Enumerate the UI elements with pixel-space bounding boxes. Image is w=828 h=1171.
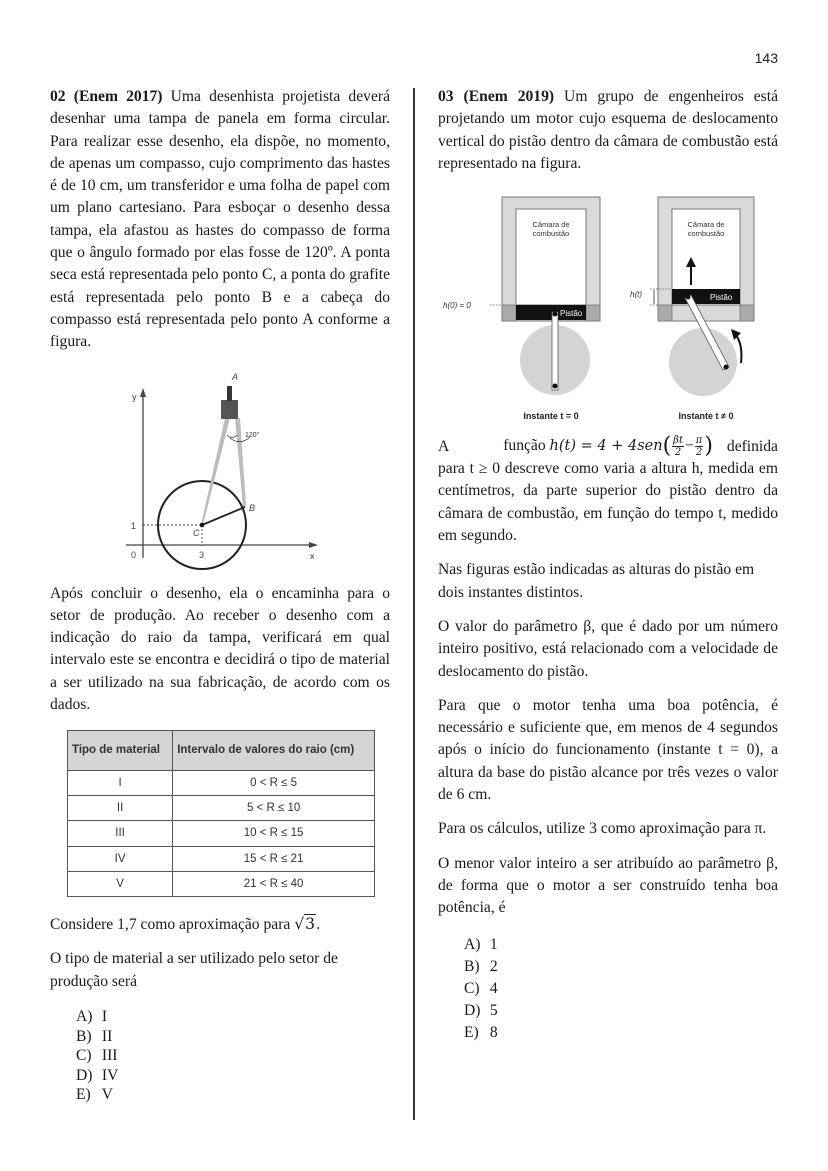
svg-text:0: 0	[131, 549, 137, 560]
table-row: III 10 < R ≤ 15	[68, 821, 375, 846]
svg-text:Câmara de: Câmara de	[532, 220, 570, 230]
question-03-options	[464, 934, 778, 1044]
answer-option[interactable]: B) 2	[464, 957, 498, 975]
question-02-paragraph-2: Após concluir o desenho, ela o encaminha para o setor de produção. Ao receber o desenho com a indicação do raio da tampa, verificará em qual intervalo este se encontra e decidirá o tipo de material a ser utilizado na sua fabricação, de acordo com os dados.	[50, 584, 390, 714]
piston-figure	[438, 187, 778, 427]
fraction-beta-t: $\frac{\beta t}{2}$	[673, 435, 683, 459]
table-row: IV 15 < R ≤ 21	[68, 846, 375, 871]
svg-text:1: 1	[131, 520, 137, 531]
compass-leg-c	[201, 418, 230, 525]
answer-option[interactable]: A) I	[76, 1008, 108, 1026]
svg-text:Câmara de: Câmara de	[687, 220, 725, 230]
answer-option[interactable]: C) III	[76, 1047, 118, 1065]
table-header: Intervalo de valores do raio (cm)	[173, 731, 375, 770]
svg-text:Pistão: Pistão	[560, 309, 583, 319]
svg-text:combustão: combustão	[687, 229, 725, 239]
material-table	[67, 730, 375, 897]
svg-text:x: x	[310, 550, 315, 561]
svg-text:Pistão: Pistão	[710, 293, 733, 303]
svg-text:y: y	[132, 391, 137, 402]
paragraph-figures: Nas figuras estão indicadas as alturas do pistão em dois instantes distintos.	[438, 561, 755, 601]
question-02-prompt: O tipo de material a ser utilizado pelo setor de produção será	[50, 950, 338, 990]
question-02-header: 02 (Enem 2017)	[50, 88, 163, 105]
question-03-header: 03 (Enem 2019)	[438, 88, 555, 105]
engine-instant-zero	[443, 197, 600, 421]
answer-option[interactable]: C) 4	[464, 979, 498, 997]
answer-option[interactable]: A) 1	[464, 935, 498, 953]
svg-text:120°: 120°	[245, 431, 260, 439]
question-02-options	[76, 1007, 390, 1105]
page-number: 143	[754, 50, 778, 66]
table-row: II 5 < R ≤ 10	[68, 795, 375, 820]
question-03-intro: 03 (Enem 2019) Um grupo de engenheiros está projetando um motor cujo esquema de deslocamento vertical do pistão dentro da câmara de combustão está representado na figura.	[438, 88, 778, 172]
paragraph-power: Para que o motor tenha uma boa potência, é necessário e suficiente que, em menos de 4 segundos após o início do funcionamento (instante t = 0), a altura da base do pistão alcance por três vezes o valor de 6 cm.	[438, 696, 778, 804]
paragraph-pi: Para os cálculos, utilize 3 como aproximação para π.	[438, 820, 767, 838]
table-header: Tipo de material	[68, 731, 173, 770]
answer-option[interactable]: E) V	[76, 1086, 113, 1104]
function-expression: h(t) = 4 + 4sen	[549, 438, 663, 455]
svg-text:Instante t = 0: Instante t = 0	[523, 411, 579, 422]
function-definition: A função h(t) = 4 + 4sen( $\frac{\beta t}{2}$ − $\frac{\pi}{2}$ ) definida para t ≥ 0 descreve como varia a altura h, medida em centímetros, da parte superior do pistão dentro da câmara de combustão, em função do tempo t, medido em segundo.	[438, 433, 778, 545]
fraction-pi: $\frac{\pi}{2}$	[695, 435, 703, 459]
column-divider	[413, 88, 415, 1120]
engine-instant-t	[630, 197, 754, 421]
table-row: I 0 < R ≤ 5	[68, 770, 375, 795]
answer-option[interactable]: E) 8	[464, 1023, 498, 1041]
question-03-prompt: O menor valor inteiro a ser atribuído ao parâmetro β, de forma que o motor a ser construído tenha boa potência, é	[438, 854, 778, 917]
compass-figure	[110, 366, 330, 571]
question-03	[438, 86, 778, 1044]
answer-option[interactable]: D) IV	[76, 1066, 119, 1084]
answer-option[interactable]: D) 5	[464, 1001, 498, 1019]
sqrt-symbol: √3	[294, 915, 316, 934]
svg-text:B: B	[249, 502, 256, 513]
table-row: V 21 < R ≤ 40	[68, 871, 375, 896]
answer-option[interactable]: B) II	[76, 1027, 113, 1045]
sqrt-approximation-note: Considere 1,7 como aproximação para √3.	[50, 915, 320, 934]
svg-text:combustão: combustão	[532, 229, 570, 239]
svg-text:A: A	[232, 371, 239, 382]
question-02	[50, 86, 390, 1105]
paragraph-beta: O valor do parâmetro β, que é dado por um número inteiro positivo, está relacionado com a velocidade de deslocamento do pistão.	[438, 617, 778, 680]
compass-head	[221, 400, 238, 419]
table-header-row	[68, 731, 375, 770]
svg-text:h(0) = 0: h(0) = 0	[443, 301, 471, 311]
svg-text:C: C	[193, 527, 200, 538]
svg-text:Instante t ≠ 0: Instante t ≠ 0	[678, 411, 734, 422]
svg-text:3: 3	[199, 549, 205, 560]
question-02-intro: 02 (Enem 2017) Uma desenhista projetista deverá desenhar uma tampa de panela em forma circular. Para realizar esse desenho, ela dispõe, no momento, de apenas um compasso, cujo comprimento das hastes é de 10 cm, um transferidor e uma folha de papel com um plano cartesiano. Para esboçar o desenho dessa tampa, ela afastou as hastes do compasso de forma que o ângulo formado por elas fosse de 120º. A ponta seca está representada pelo ponto C, a ponta do grafite está representada pelo ponto B e a cabeça do compasso está representada pelo ponto A conforme a figura.	[50, 88, 390, 351]
svg-text:h(t): h(t)	[630, 290, 642, 300]
